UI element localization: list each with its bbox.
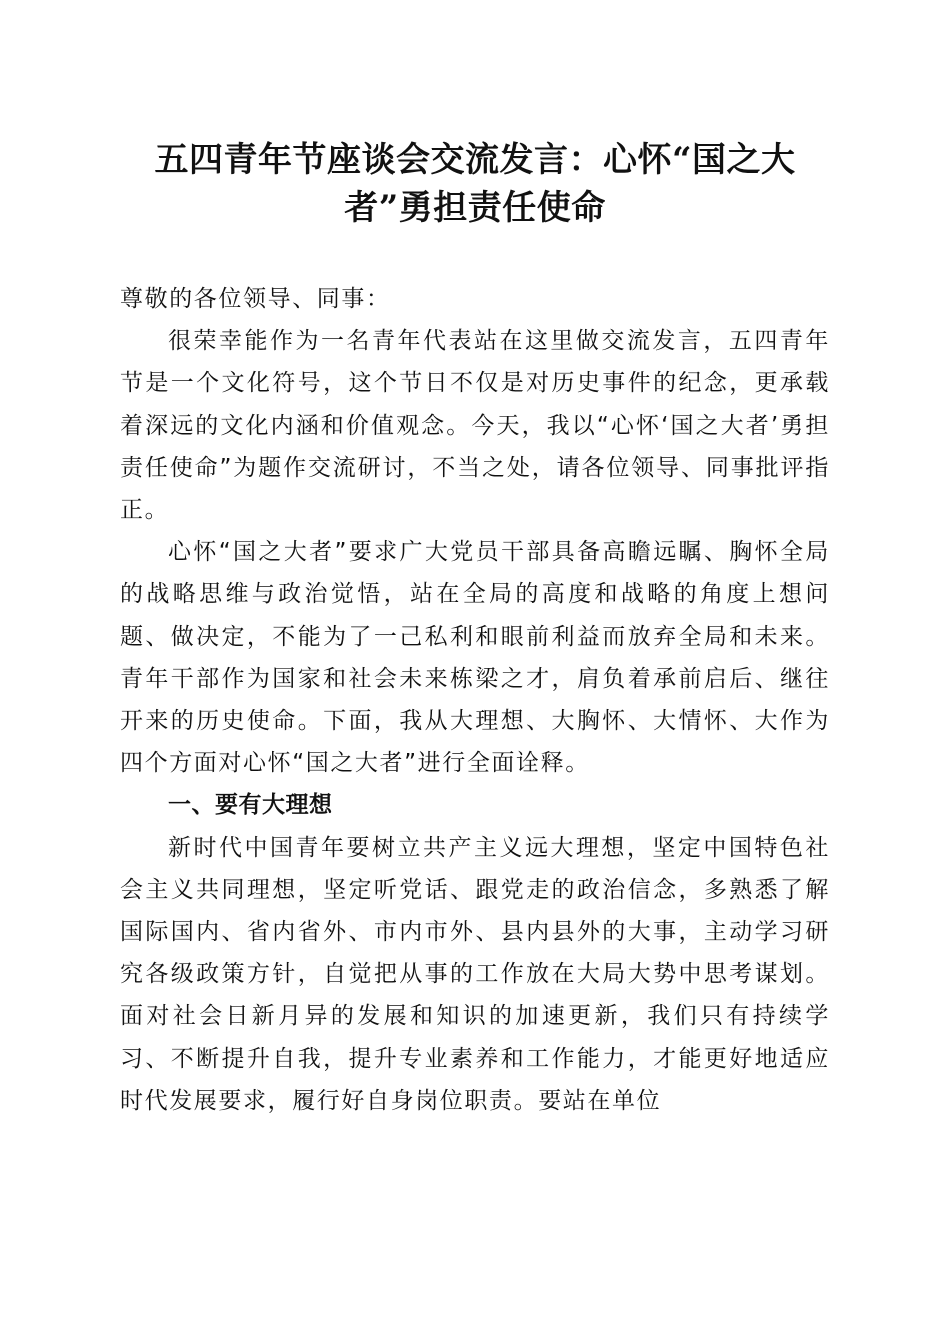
salutation: 尊敬的各位领导、同事： bbox=[120, 286, 391, 312]
section-paragraph: 新时代中国青年要树立共产主义远大理想，坚定中国特色社会主义共同理想，坚定听党话、跟党走的政治信念，多熟悉了解国际国内、省内省外、市内市外、县内县外的大事，主动学习研究各级政策方针，自觉把从事的工作放在大局大势中思考谋划。面对社会日新月异的发展和知识的加速更新，我们只有持续学习、不断提升自我，提升专业素养和工作能力，才能更好地适应时代发展要求，履行好自身岗位职责。要站在单位 bbox=[120, 834, 830, 1114]
paragraph-overview: 心怀“国之大者”要求广大党员干部具备高瞻远瞩、胸怀全局的战略思维与政治觉悟，站在全局的高度和战略的角度上想问题、做决定，不能为了一己私利和眼前利益而放弃全局和未来。青年干部作为国家和社会未来栋梁之才，肩负着承前启后、继往开来的历史使命。下面，我从大理想、大胸怀、大情怀、大作为四个方面对心怀“国之大者”进行全面诠释。 bbox=[120, 539, 830, 777]
section-heading: 一、要有大理想 bbox=[168, 792, 333, 819]
document-title: 五四青年节座谈会交流发言：心怀“国之大者”勇担责任使命 bbox=[154, 140, 796, 228]
paragraph-intro: 很荣幸能作为一名青年代表站在这里做交流发言，五四青年节是一个文化符号，这个节日不仅是对历史事件的纪念，更承载着深远的文化内涵和价值观念。今天，我以“心怀‘国之大者’勇担责任使命”为题作交流研讨，不当之处，请各位领导、同事批评指正。 bbox=[120, 328, 830, 524]
document-body bbox=[120, 278, 830, 1122]
